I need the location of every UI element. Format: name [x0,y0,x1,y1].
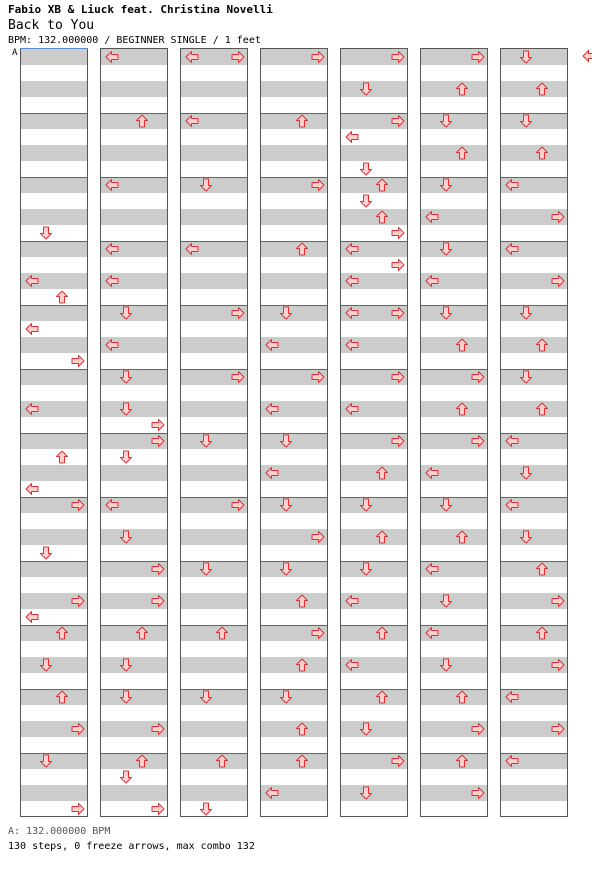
measure-line [341,497,407,498]
arrow-down-icon [439,242,453,256]
arrow-down-icon [439,498,453,512]
arrow-left-icon [25,610,39,624]
measure-line [21,305,87,306]
arrow-right-icon [151,594,165,608]
arrow-up-icon [375,178,389,192]
arrow-up-icon [535,626,549,640]
chart-column-7 [500,48,568,817]
arrow-up-icon [295,594,309,608]
arrow-up-icon [295,754,309,768]
arrow-left-icon [185,50,199,64]
arrow-up-icon [55,626,69,640]
arrow-left-icon [265,786,279,800]
arrow-left-icon [105,242,119,256]
arrow-right-icon [311,370,325,384]
arrow-down-icon [279,562,293,576]
arrow-right-icon [71,498,85,512]
arrow-down-icon [519,530,533,544]
measure-line [21,433,87,434]
arrow-up-icon [375,530,389,544]
arrow-left-icon [25,274,39,288]
arrow-up-icon [535,146,549,160]
arrow-down-icon [119,770,133,784]
arrow-right-icon [551,658,565,672]
chart-column-3 [180,48,248,817]
arrow-right-icon [231,50,245,64]
arrow-down-icon [279,306,293,320]
arrow-left-icon [345,338,359,352]
arrow-down-icon [199,178,213,192]
measure-line [181,753,247,754]
arrow-up-icon [535,402,549,416]
measure-line [101,113,167,114]
measure-line [421,305,487,306]
arrow-left-icon [105,498,119,512]
bpm-legend: A: 132.000000 BPM [8,826,111,837]
arrow-down-icon [119,690,133,704]
arrow-down-icon [199,562,213,576]
arrow-up-icon [535,562,549,576]
arrow-down-icon [359,82,373,96]
arrow-right-icon [391,434,405,448]
arrow-down-icon [39,658,53,672]
chart-info: BPM: 132.000000 / BEGINNER SINGLE / 1 feet [8,35,261,46]
measure-line [261,561,327,562]
arrow-right-icon [551,210,565,224]
measure-line [421,497,487,498]
arrow-right-icon [391,754,405,768]
arrow-up-icon [295,242,309,256]
arrow-right-icon [391,306,405,320]
arrow-up-icon [455,146,469,160]
measure-line [261,497,327,498]
measure-line [101,753,167,754]
measure-line [21,561,87,562]
arrow-left-icon [105,178,119,192]
song-title: Back to You [8,18,95,33]
arrow-right-icon [391,370,405,384]
arrow-up-icon [455,530,469,544]
arrow-left-icon [505,178,519,192]
chart-column-6 [420,48,488,817]
arrow-up-icon [135,114,149,128]
arrow-down-icon [359,562,373,576]
arrow-left-icon [345,130,359,144]
arrow-up-icon [55,690,69,704]
arrow-down-icon [119,450,133,464]
arrow-right-icon [471,786,485,800]
arrow-up-icon [215,754,229,768]
arrow-down-icon [119,530,133,544]
arrow-down-icon [279,434,293,448]
arrow-down-icon [359,194,373,208]
arrow-down-icon [199,690,213,704]
measure-line [181,561,247,562]
arrow-down-icon [439,594,453,608]
arrow-right-icon [311,50,325,64]
arrow-right-icon [551,722,565,736]
measure-line [181,433,247,434]
arrow-left-icon [25,322,39,336]
arrow-up-icon [295,658,309,672]
measure-line [501,305,567,306]
song-artist: Fabio XB & Liuck feat. Christina Novelli [8,3,273,16]
arrow-left-icon [185,242,199,256]
measure-line [101,625,167,626]
measure-line [341,177,407,178]
measure-line [261,433,327,434]
arrow-right-icon [71,722,85,736]
arrow-up-icon [215,626,229,640]
measure-line [501,625,567,626]
arrow-up-icon [455,338,469,352]
arrow-left-icon [345,306,359,320]
arrow-right-icon [311,626,325,640]
arrow-right-icon [151,418,165,432]
arrow-up-icon [55,450,69,464]
bpm-marker-label: A [12,48,18,58]
arrow-up-icon [295,722,309,736]
arrow-right-icon [151,562,165,576]
arrow-right-icon [551,274,565,288]
measure-line [21,241,87,242]
arrow-left-icon [425,626,439,640]
arrow-left-icon [505,754,519,768]
measure-line [501,561,567,562]
arrow-right-icon [471,50,485,64]
arrow-down-icon [519,370,533,384]
arrow-right-icon [471,370,485,384]
measure-line [21,113,87,114]
arrow-right-icon [471,722,485,736]
arrow-down-icon [519,306,533,320]
measure-line [421,753,487,754]
arrow-down-icon [359,162,373,176]
arrow-left-icon [265,466,279,480]
arrow-left-icon [505,242,519,256]
arrow-up-icon [135,626,149,640]
measure-line [181,689,247,690]
arrow-up-icon [375,690,389,704]
arrow-down-icon [359,722,373,736]
arrow-left-icon [425,274,439,288]
measure-line [21,177,87,178]
arrow-down-icon [119,306,133,320]
arrow-up-icon [55,290,69,304]
measure-line [421,689,487,690]
arrow-left-icon [105,50,119,64]
measure-line [21,369,87,370]
arrow-down-icon [519,466,533,480]
arrow-down-icon [119,402,133,416]
arrow-up-icon [135,754,149,768]
arrow-down-icon [439,178,453,192]
measure-line [261,241,327,242]
arrow-down-icon [119,658,133,672]
measure-line [21,753,87,754]
measure-line [21,625,87,626]
measure-line [421,113,487,114]
arrow-left-icon [505,498,519,512]
arrow-right-icon [231,370,245,384]
arrow-up-icon [375,466,389,480]
arrow-up-icon [455,82,469,96]
arrow-right-icon [391,50,405,64]
measure-line [421,241,487,242]
bpm-marker-line [20,48,88,49]
measure-line [101,305,167,306]
measure-line [341,625,407,626]
arrow-right-icon [231,306,245,320]
arrow-right-icon [71,802,85,816]
arrow-left-icon [345,594,359,608]
arrow-right-icon [391,258,405,272]
measure-line [341,689,407,690]
measure-line [501,113,567,114]
arrow-down-icon [439,658,453,672]
arrow-down-icon [199,434,213,448]
arrow-left-icon [265,402,279,416]
arrow-right-icon [391,226,405,240]
arrow-left-icon [425,562,439,576]
arrow-left-icon [105,274,119,288]
arrow-right-icon [151,722,165,736]
arrow-right-icon [311,178,325,192]
measure-line [181,625,247,626]
arrow-right-icon [231,498,245,512]
measure-line [261,689,327,690]
arrow-left-icon [345,274,359,288]
measure-line [421,177,487,178]
measure-line [21,689,87,690]
arrow-down-icon [519,50,533,64]
arrow-down-icon [119,370,133,384]
arrow-down-icon [39,546,53,560]
arrow-up-icon [455,754,469,768]
arrow-right-icon [311,530,325,544]
arrow-left-icon [425,466,439,480]
measure-line [101,689,167,690]
arrow-up-icon [295,114,309,128]
measure-line [181,177,247,178]
arrow-left-icon [25,482,39,496]
arrow-down-icon [439,306,453,320]
measure-line [341,561,407,562]
measure-line [261,113,327,114]
measure-line [261,305,327,306]
arrow-down-icon [39,226,53,240]
arrow-down-icon [519,114,533,128]
measure-line [261,753,327,754]
arrow-left-icon [425,210,439,224]
chart-column-1 [20,48,88,817]
arrow-down-icon [279,498,293,512]
chart-column-2 [100,48,168,817]
arrow-right-icon [551,594,565,608]
arrow-down-icon [439,114,453,128]
arrow-down-icon [279,690,293,704]
arrow-left-icon [505,434,519,448]
arrow-right-icon [71,594,85,608]
arrow-left-icon [25,402,39,416]
step-stats: 130 steps, 0 freeze arrows, max combo 132 [8,841,255,852]
arrow-up-icon [375,626,389,640]
arrow-left-icon [345,402,359,416]
arrow-right-icon [151,434,165,448]
chart-column-5 [340,48,408,817]
arrow-right-icon [71,354,85,368]
arrow-left-icon [185,114,199,128]
arrow-left-icon [505,690,519,704]
arrow-right-icon [391,114,405,128]
arrow-right-icon [151,802,165,816]
measure-line [101,369,167,370]
arrow-down-icon [199,802,213,816]
arrow-down-icon [39,754,53,768]
arrow-right-icon [471,434,485,448]
arrow-left-icon [345,242,359,256]
arrow-up-icon [375,210,389,224]
arrow-left-icon [582,49,592,63]
arrow-left-icon [265,338,279,352]
arrow-up-icon [455,402,469,416]
arrow-up-icon [455,690,469,704]
arrow-up-icon [535,82,549,96]
arrow-down-icon [359,498,373,512]
arrow-down-icon [359,786,373,800]
arrow-up-icon [535,338,549,352]
chart-column-4 [260,48,328,817]
measure-line [501,369,567,370]
arrow-left-icon [345,658,359,672]
arrow-left-icon [105,338,119,352]
